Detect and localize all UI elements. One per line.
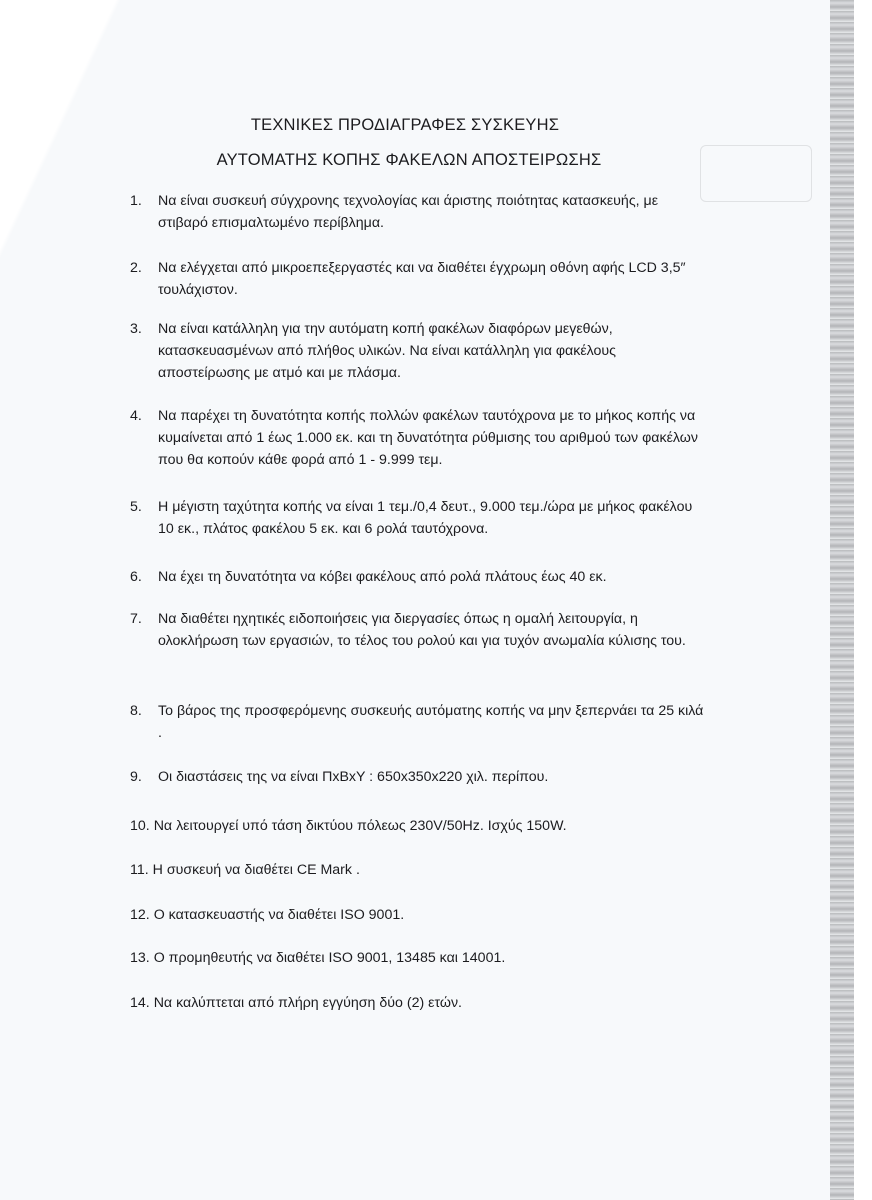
spec-text: Οι διαστάσεις της να είναι ΠxΒxΥ : 650x350x220 χιλ. περίπου. <box>158 769 549 785</box>
spec-item <box>130 947 705 969</box>
spec-item <box>130 257 705 301</box>
spec-number: 14. <box>130 995 150 1011</box>
spec-text: Να είναι κατάλληλη για την αυτόματη κοπή φακέλων διαφόρων μεγεθών, κατασκευασμένων από πλήθος υλικών. Να είναι κατάλληλη για φακέλους αποστείρωσης με ατμό και με πλάσμα. <box>158 321 617 381</box>
spec-number: 5. <box>130 499 142 515</box>
spec-number: 12. <box>130 907 150 923</box>
scanner-edge-shadow <box>830 0 854 1200</box>
spec-text: Η μέγιστη ταχύτητα κοπής να είναι 1 τεμ./0,4 δευτ., 9.000 τεμ./ώρα με μήκος φακέλου 10 εκ., πλάτος φακέλου 5 εκ. και 6 ρολά ταυτόχρονα. <box>158 499 693 537</box>
spec-item <box>130 318 705 384</box>
spec-item <box>130 700 705 744</box>
spec-text: Να διαθέτει ηχητικές ειδοποιήσεις για διεργασίες όπως η ομαλή λειτουργία, η ολοκλήρωση των εργασιών, το τέλος του ρολού και για τυχόν ανωμαλία κύλισης του. <box>158 611 686 649</box>
spec-number: 4. <box>130 408 142 424</box>
spec-item <box>130 992 705 1014</box>
spec-number: 11. <box>130 862 149 878</box>
spec-text: Να καλύπτεται από πλήρη εγγύηση δύο (2) ετών. <box>153 995 462 1011</box>
spec-number: 6. <box>130 569 142 585</box>
spec-item <box>130 815 705 837</box>
spec-number: 8. <box>130 703 142 719</box>
spec-item <box>130 608 705 652</box>
scanner-edge-strip <box>854 0 872 1200</box>
spec-text: Να παρέχει τη δυνατότητα κοπής πολλών φακέλων ταυτόχρονα με το μήκος κοπής να κυμαίνεται από 1 έως 1.000 εκ. και τη δυνατότητα ρύθμισης του αριθμού των φακέλων που θα κοπούν κάθε φορά από 1 - 9.999 τεμ. <box>158 408 698 468</box>
spec-item <box>130 766 705 788</box>
spec-text: Να είναι συσκευή σύγχρονης τεχνολογίας και άριστης ποιότητας κατασκευής, με στιβαρό επισμαλτωμένο περίβλημα. <box>158 193 659 231</box>
spec-text: Να έχει τη δυνατότητα να κόβει φακέλους από ρολά πλάτους έως 40 εκ. <box>158 569 607 585</box>
document-subtitle: ΑΥΤΟΜΑΤΗΣ ΚΟΠΗΣ ΦΑΚΕΛΩΝ ΑΠΟΣΤΕΙΡΩΣΗΣ <box>216 151 602 169</box>
spec-text: Το βάρος της προσφερόμενης συσκευής αυτόματης κοπής να μην ξεπερνάει τα 25 κιλά . <box>158 703 704 741</box>
spec-item <box>130 405 705 471</box>
spec-item <box>130 859 705 881</box>
spec-text: Να λειτουργεί υπό τάση δικτύου πόλεως 230V/50Hz. Ισχύς 150W. <box>153 818 567 834</box>
spec-number: 9. <box>130 769 142 785</box>
spec-number: 7. <box>130 611 142 627</box>
spec-item <box>130 496 705 540</box>
spec-number: 13. <box>130 950 150 966</box>
spec-number: 2. <box>130 260 142 276</box>
spec-item <box>130 566 705 588</box>
spec-number: 3. <box>130 321 142 337</box>
spec-text: Ο κατασκευαστής να διαθέτει ISO 9001. <box>153 907 405 923</box>
spec-item <box>130 904 705 926</box>
spec-text: Να ελέγχεται από μικροεπεξεργαστές και να διαθέτει έγχρωμη οθόνη αφής LCD 3,5″ τουλάχιστον. <box>158 260 686 298</box>
spec-text: Η συσκευή να διαθέτει CE Mark . <box>152 862 360 878</box>
spec-item <box>130 190 705 234</box>
spec-number: 1. <box>130 193 142 209</box>
spec-text: Ο προμηθευτής να διαθέτει ISO 9001, 13485 και 14001. <box>153 950 506 966</box>
document-title: ΤΕΧΝΙΚΕΣ ΠΡΟΔΙΑΓΡΑΦΕΣ ΣΥΣΚΕΥΗΣ <box>250 116 560 134</box>
spec-number: 10. <box>130 818 150 834</box>
